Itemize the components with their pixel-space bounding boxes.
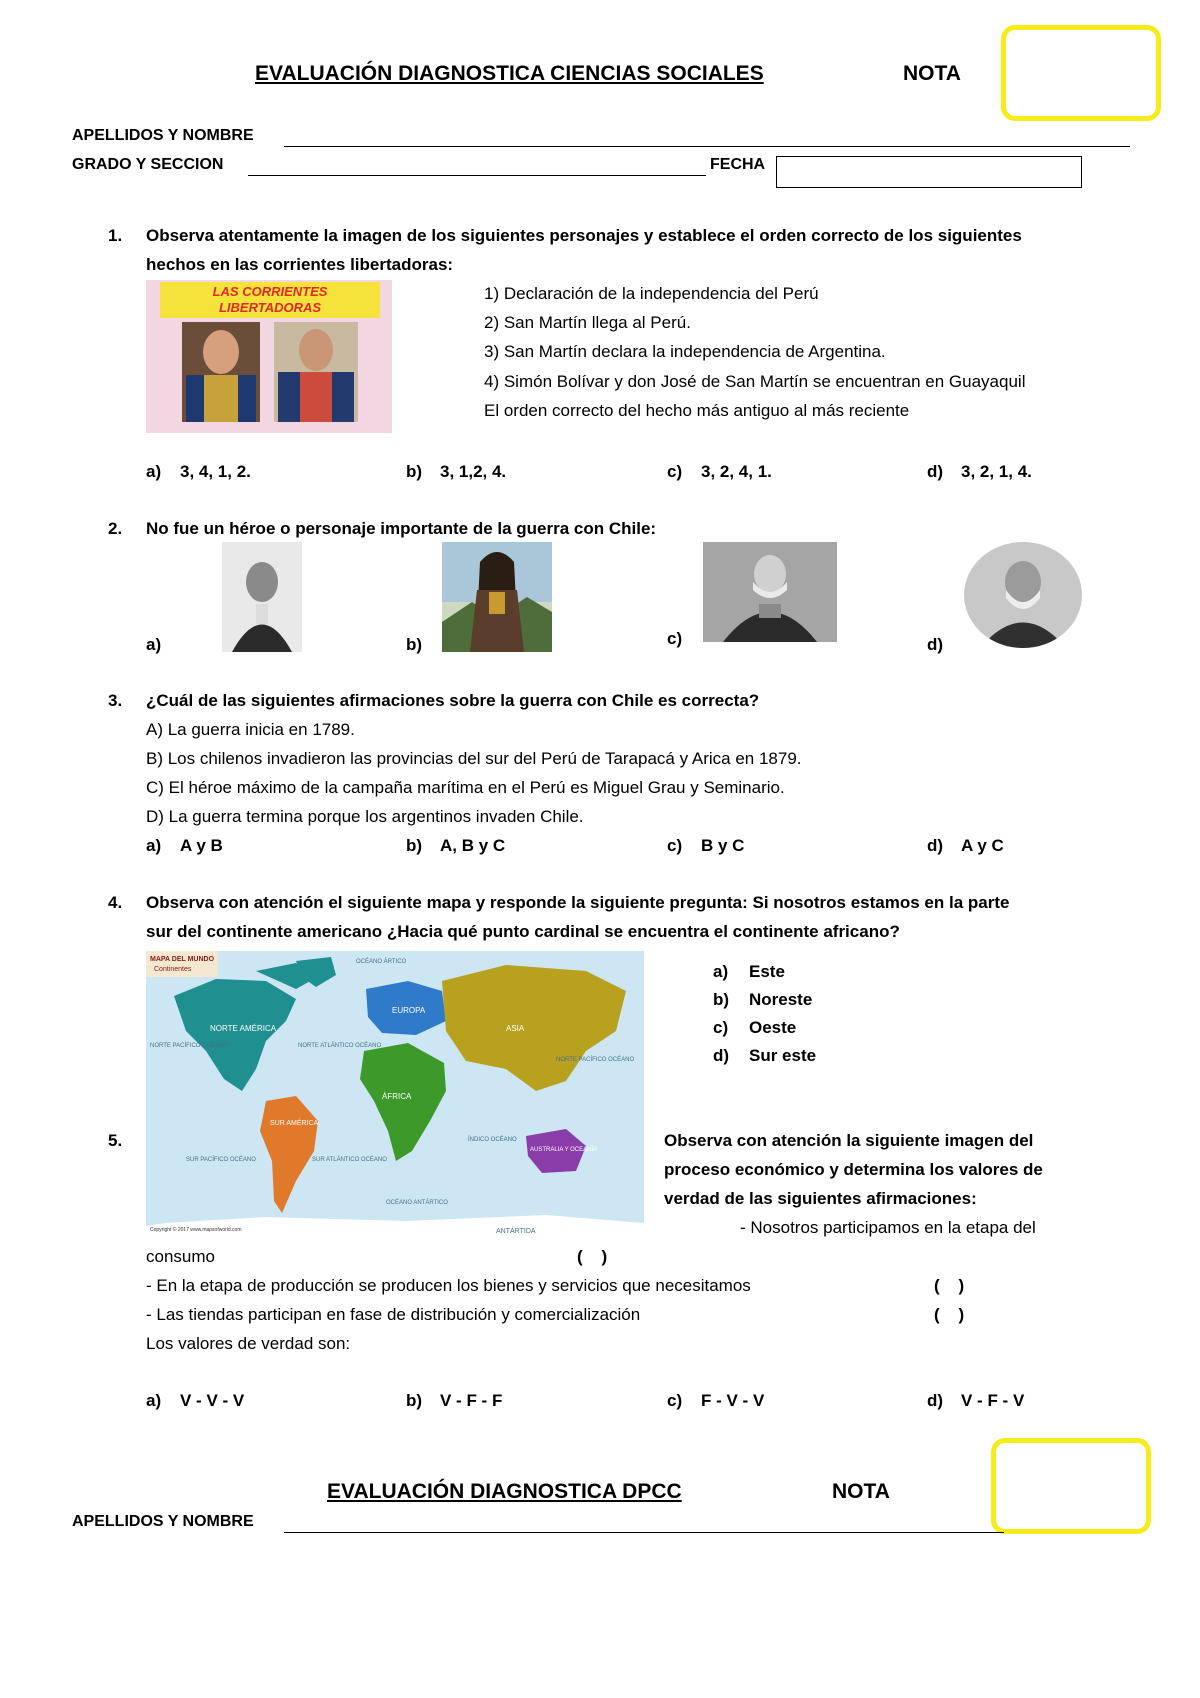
portrait-c-image — [703, 542, 837, 642]
q2-number: 2. — [108, 519, 123, 538]
q5-closing: Los valores de verdad son: — [146, 1334, 351, 1353]
q1-text-line1: Observa atentamente la imagen de los siguientes personajes y establece el orden correcto de los siguientes — [146, 226, 1022, 245]
q5-option-c[interactable]: c) F - V - V — [667, 1391, 765, 1410]
apellidos-label: APELLIDOS Y NOMBRE — [72, 127, 254, 144]
q4-option-d[interactable]: d) Sur este — [713, 1046, 817, 1065]
q4-text-line1: Observa con atención el siguiente mapa y responde la siguiente pregunta: Si nosotros estamos en la parte — [146, 893, 1010, 912]
footer-apellidos-field[interactable] — [284, 1532, 1004, 1533]
label-pacifico-norte: NORTE PACÍFICO OCÉANO — [150, 1043, 229, 1049]
image-title-line1: LAS CORRIENTES — [212, 284, 328, 299]
label-atlantico-norte: NORTE ATLÁNTICO OCÉANO — [298, 1043, 382, 1049]
q4-number: 4. — [108, 893, 123, 912]
q1-text-line2: hechos en las corrientes libertadoras: — [146, 255, 454, 274]
nota-box[interactable] — [1001, 25, 1161, 121]
q4-option-a[interactable]: a) Este — [713, 962, 785, 981]
map-title-line2: Continentes — [154, 966, 192, 973]
apellidos-field[interactable] — [284, 146, 1130, 147]
q5-statement-3: - Las tiendas participan en fase de distribución y comercialización — [146, 1305, 641, 1324]
q1-fact-3: 3) San Martín declara la independencia de Argentina. — [484, 342, 886, 361]
fecha-field[interactable] — [776, 156, 1082, 188]
fecha-label: FECHA — [710, 156, 766, 173]
q3-statement-b: B) Los chilenos invadieron las provincias del sur del Perú de Tarapacá y Arica en 1879. — [146, 749, 802, 768]
q1-fact-2: 2) San Martín llega al Perú. — [484, 313, 691, 332]
q2-option-a[interactable]: a) — [146, 635, 162, 654]
q5-answer-2[interactable]: ( ) — [934, 1276, 965, 1295]
label-antartico: OCÉANO ANTÁRTICO — [386, 1200, 448, 1206]
q2-option-c[interactable]: c) — [667, 629, 683, 648]
q1-fact-4: 4) Simón Bolívar y don José de San Martín se encuentran en Guayaquil — [484, 372, 1026, 391]
q5-answer-3[interactable]: ( ) — [934, 1305, 965, 1324]
label-artico: OCÉANO ÁRTICO — [356, 959, 407, 965]
q2-text: No fue un héroe o personaje importante de la guerra con Chile: — [146, 519, 657, 538]
q3-option-d[interactable]: d) A y C — [927, 836, 1004, 855]
q3-number: 3. — [108, 691, 123, 710]
label-africa: ÁFRICA — [382, 1092, 412, 1101]
q5-text-line1: Observa con atención la siguiente imagen del — [664, 1131, 1034, 1150]
q3-option-c[interactable]: c) B y C — [667, 836, 745, 855]
label-europe: EUROPA — [392, 1006, 426, 1015]
libertadores-image — [146, 280, 392, 433]
q3-statement-d: D) La guerra termina porque los argentinos invaden Chile. — [146, 807, 584, 826]
footer-nota-box[interactable] — [991, 1438, 1151, 1534]
nota-label: NOTA — [903, 62, 961, 85]
q1-instruction: El orden correcto del hecho más antiguo al más reciente — [484, 401, 910, 420]
q4-option-b[interactable]: b) Noreste — [713, 990, 813, 1009]
q3-option-a[interactable]: a) A y B — [146, 836, 223, 855]
q2-option-d[interactable]: d) — [927, 635, 944, 654]
portrait-a-image — [222, 542, 302, 652]
portrait-d-image — [964, 542, 1082, 648]
world-map — [146, 951, 644, 1236]
q5-option-a[interactable]: a) V - V - V — [146, 1391, 245, 1410]
label-australia: AUSTRALIA Y OCEANÍA — [530, 1147, 598, 1153]
footer-apellidos-label: APELLIDOS Y NOMBRE — [72, 1513, 254, 1530]
q2-option-b[interactable]: b) — [406, 635, 423, 654]
q3-text: ¿Cuál de las siguientes afirmaciones sobre la guerra con Chile es correcta? — [146, 691, 760, 710]
q5-option-b[interactable]: b) V - F - F — [406, 1391, 503, 1410]
portrait-b-image — [442, 542, 552, 652]
q5-statement-1a: - Nosotros participamos en la etapa del — [740, 1218, 1036, 1237]
footer-nota-label: NOTA — [832, 1480, 890, 1503]
q5-statement-1b: consumo — [146, 1247, 215, 1266]
q5-number: 5. — [108, 1131, 123, 1150]
q3-statement-c: C) El héroe máximo de la campaña marítima en el Perú es Miguel Grau y Seminario. — [146, 778, 785, 797]
label-asia: ASIA — [506, 1024, 525, 1033]
q1-number: 1. — [108, 226, 123, 245]
q3-option-b[interactable]: b) A, B y C — [406, 836, 506, 855]
q3-statement-a: A) La guerra inicia en 1789. — [146, 720, 355, 739]
label-indico: ÍNDICO OCÉANO — [468, 1137, 517, 1143]
map-copyright: Copyright © 2017 www.mapsofworld.com — [150, 1227, 242, 1233]
label-antartida: ANTÁRTIDA — [496, 1228, 536, 1235]
grado-label: GRADO Y SECCION — [72, 156, 224, 173]
q4-text-line2: sur del continente americano ¿Hacia qué punto cardinal se encuentra el continente africano? — [146, 922, 900, 941]
q5-text-line3: verdad de las siguientes afirmaciones: — [664, 1189, 977, 1208]
label-south-america: SUR AMÉRICA — [270, 1120, 319, 1127]
q1-option-a[interactable]: a) 3, 4, 1, 2. — [146, 462, 251, 481]
q1-option-c[interactable]: c) 3, 2, 4, 1. — [667, 462, 772, 481]
q5-text-line2: proceso económico y determina los valores de — [664, 1160, 1043, 1179]
label-atlantico-sur: SUR ATLÁNTICO OCÉANO — [312, 1157, 387, 1163]
footer-title: EVALUACIÓN DIAGNOSTICA DPCC — [327, 1480, 682, 1503]
grado-field[interactable] — [248, 175, 706, 176]
q4-option-c[interactable]: c) Oeste — [713, 1018, 797, 1037]
label-pacifico-sur: SUR PACÍFICO OCÉANO — [186, 1157, 256, 1163]
q1-option-b[interactable]: b) 3, 1,2, 4. — [406, 462, 507, 481]
image-title-line2: LIBERTADORAS — [218, 300, 322, 315]
q1-option-d[interactable]: d) 3, 2, 1, 4. — [927, 462, 1032, 481]
q5-answer-1[interactable]: ( ) — [577, 1247, 608, 1266]
q1-fact-1: 1) Declaración de la independencia del Perú — [484, 284, 819, 303]
label-north-america: NORTE AMÉRICA — [210, 1024, 277, 1033]
label-pacifico-norte-right: NORTE PACÍFICO OCÉANO — [556, 1057, 635, 1063]
q5-statement-2: - En la etapa de producción se producen los bienes y servicios que necesitamos — [146, 1276, 751, 1295]
page-title: EVALUACIÓN DIAGNOSTICA CIENCIAS SOCIALES — [255, 62, 764, 85]
map-title-line1: MAPA DEL MUNDO — [150, 956, 215, 963]
q5-option-d[interactable]: d) V - F - V — [927, 1391, 1025, 1410]
